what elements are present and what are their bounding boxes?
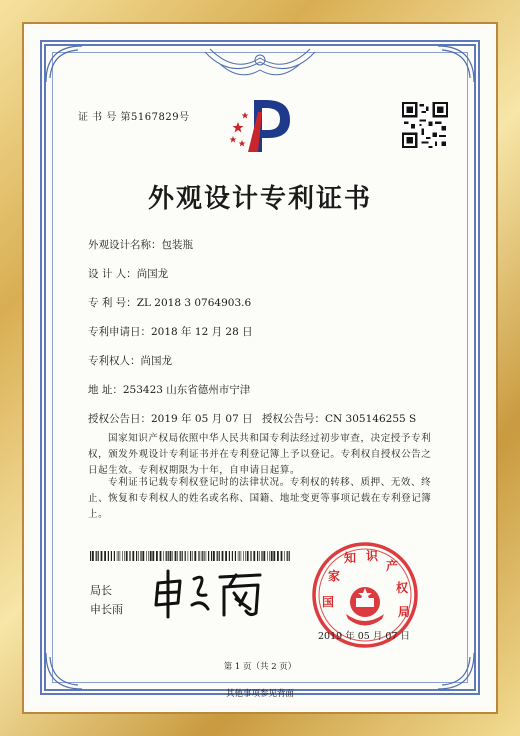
barcode-bar — [124, 551, 125, 561]
barcode-bar — [198, 551, 199, 561]
cnipa-logo-icon — [228, 90, 298, 160]
barcode-bar — [284, 551, 285, 561]
barcode-bar — [182, 551, 183, 561]
barcode-bar — [136, 551, 137, 561]
barcode-bar — [92, 551, 94, 561]
barcode-bar — [217, 551, 218, 561]
barcode-bar — [90, 551, 91, 561]
field-design-name — [88, 237, 193, 252]
barcode-bar — [238, 551, 239, 561]
seal-char: 识 — [365, 549, 379, 563]
barcode-bar — [239, 551, 240, 561]
barcode-bar — [257, 551, 258, 561]
field-value: 2019 年 05 月 07 日 — [151, 413, 253, 425]
barcode-bar — [111, 551, 112, 561]
field-value: 尚国龙 — [140, 355, 172, 367]
field-label: 地 址： — [88, 384, 123, 396]
field-grant-date — [88, 411, 253, 426]
barcode-bar — [194, 551, 196, 561]
barcode-bar — [101, 551, 103, 561]
page-number: 第 1 页（共 2 页） — [223, 662, 297, 672]
field-patent-number — [88, 295, 251, 310]
director-signature — [150, 565, 265, 620]
field-value: 2018 年 12 月 28 日 — [151, 326, 253, 338]
barcode-bar — [117, 551, 118, 561]
barcode-bar — [150, 551, 152, 561]
qr-code-icon — [402, 102, 448, 148]
barcode-bar — [222, 551, 224, 561]
barcode-bar — [129, 551, 130, 561]
barcode-bar — [229, 551, 230, 561]
barcode-bar — [132, 551, 134, 561]
barcode-bar — [96, 551, 97, 561]
barcode-bar — [168, 551, 169, 561]
barcode-bar — [118, 551, 119, 561]
field-application-date — [88, 324, 253, 339]
barcode-bar — [148, 551, 149, 561]
barcode-bar — [140, 551, 141, 561]
barcode-bar — [261, 551, 262, 561]
barcode-bar — [201, 551, 202, 561]
field-label: 授权公告日： — [88, 413, 151, 425]
barcode-bar — [271, 551, 273, 561]
field-label: 设 计 人： — [88, 268, 137, 280]
legal-status-paragraph: 专利证书记载专利权登记时的法律状况。专利权的转移、质押、无效、终止、恢复和专利权人的姓名或名称、国籍、地址变更等事项记载在专利登记簿上。 — [88, 477, 432, 520]
field-designer — [88, 266, 168, 281]
top-ornament — [200, 44, 320, 84]
director-title: 局长 — [90, 584, 112, 597]
field-value: ZL 2018 3 0764903.6 — [136, 297, 252, 309]
certificate-title: 外观设计专利证书 — [147, 184, 372, 214]
barcode-bar — [163, 551, 164, 561]
barcode-bar — [172, 551, 173, 561]
seal-char: 知 — [343, 551, 357, 565]
barcode-bar — [142, 551, 144, 561]
field-value: 包装瓶 — [161, 239, 193, 251]
barcode-bar — [211, 551, 212, 561]
field-label: 专利权人： — [88, 355, 141, 367]
barcode-bar — [250, 551, 251, 561]
grant-paragraph: 国家知识产权局依照中华人民共和国专利法经过初步审查，决定授予专利权，颁发外观设计专利证书并在专利登记簿上予以登记。专利权自授权公告之日起生效。专利权期限为十年，自申请日起算。 — [88, 433, 432, 476]
field-grant-number — [262, 411, 416, 426]
barcode-bar — [243, 551, 244, 561]
field-label: 专利申请日： — [88, 326, 151, 338]
barcode-bar — [287, 551, 288, 561]
seal-char: 产 — [385, 559, 399, 573]
barcode-bar — [170, 551, 172, 561]
barcode-bar — [114, 551, 115, 561]
barcode-bar — [146, 551, 147, 561]
field-label: 外观设计名称： — [88, 239, 162, 251]
barcode-bar — [225, 551, 227, 561]
barcode-bar — [120, 551, 121, 561]
barcode-bar — [232, 551, 233, 561]
field-value: 253423 山东省德州市宁津 — [122, 384, 251, 396]
barcode-bar — [152, 551, 154, 561]
barcode-bar — [185, 551, 186, 561]
barcode-bar — [177, 551, 178, 561]
barcode-bar — [199, 551, 200, 561]
barcode-bar — [156, 551, 158, 561]
barcode-bar — [281, 551, 283, 561]
field-label: 授权公告号： — [262, 413, 325, 425]
barcode-bar — [277, 551, 279, 561]
barcode-bar — [104, 551, 106, 561]
barcode-bar — [98, 551, 99, 561]
seal-char: 权 — [395, 581, 409, 595]
bottom-note: 其他事项参见背面 — [225, 689, 294, 699]
field-address — [88, 382, 250, 397]
barcode-bar — [208, 551, 209, 561]
certificate-number: 证 书 号 第5167829号 — [78, 112, 190, 123]
barcode-bar — [204, 551, 205, 561]
barcode-bar — [273, 551, 275, 561]
barcode-bar — [245, 551, 246, 561]
barcode-bar — [166, 551, 167, 561]
barcode-icon — [90, 551, 290, 561]
barcode-bar — [190, 551, 191, 561]
director-name: 申长雨 — [90, 603, 123, 616]
seal-char: 家 — [327, 569, 341, 583]
barcode-bar — [247, 551, 249, 561]
barcode-bar — [206, 551, 207, 561]
barcode-bar — [241, 551, 242, 561]
field-patentee — [88, 353, 172, 368]
field-label: 专 利 号： — [88, 297, 137, 309]
barcode-bar — [180, 551, 181, 561]
barcode-bar — [219, 551, 220, 561]
barcode-bar — [267, 551, 268, 561]
barcode-bar — [188, 551, 189, 561]
barcode-bar — [160, 551, 162, 561]
barcode-bar — [259, 551, 260, 561]
field-value: CN 305146255 S — [325, 413, 417, 425]
barcode-bar — [192, 551, 193, 561]
barcode-bar — [263, 551, 265, 561]
field-value: 尚国龙 — [136, 268, 169, 280]
barcode-bar — [108, 551, 109, 561]
barcode-bar — [289, 551, 290, 561]
barcode-bar — [202, 551, 203, 561]
corner-ornament-tr — [436, 44, 476, 84]
barcode-bar — [175, 551, 177, 561]
seal-date: 2019 年 05 月 07 日 — [318, 631, 410, 642]
corner-ornament-tl — [44, 44, 84, 84]
barcode-bar — [253, 551, 255, 561]
seal-char: 局 — [397, 605, 411, 619]
barcode-bar — [269, 551, 270, 561]
barcode-bar — [213, 551, 215, 561]
barcode-bar — [126, 551, 128, 561]
seal-char: 国 — [321, 595, 335, 609]
barcode-bar — [122, 551, 123, 561]
barcode-bar — [138, 551, 139, 561]
barcode-bar — [235, 551, 236, 561]
